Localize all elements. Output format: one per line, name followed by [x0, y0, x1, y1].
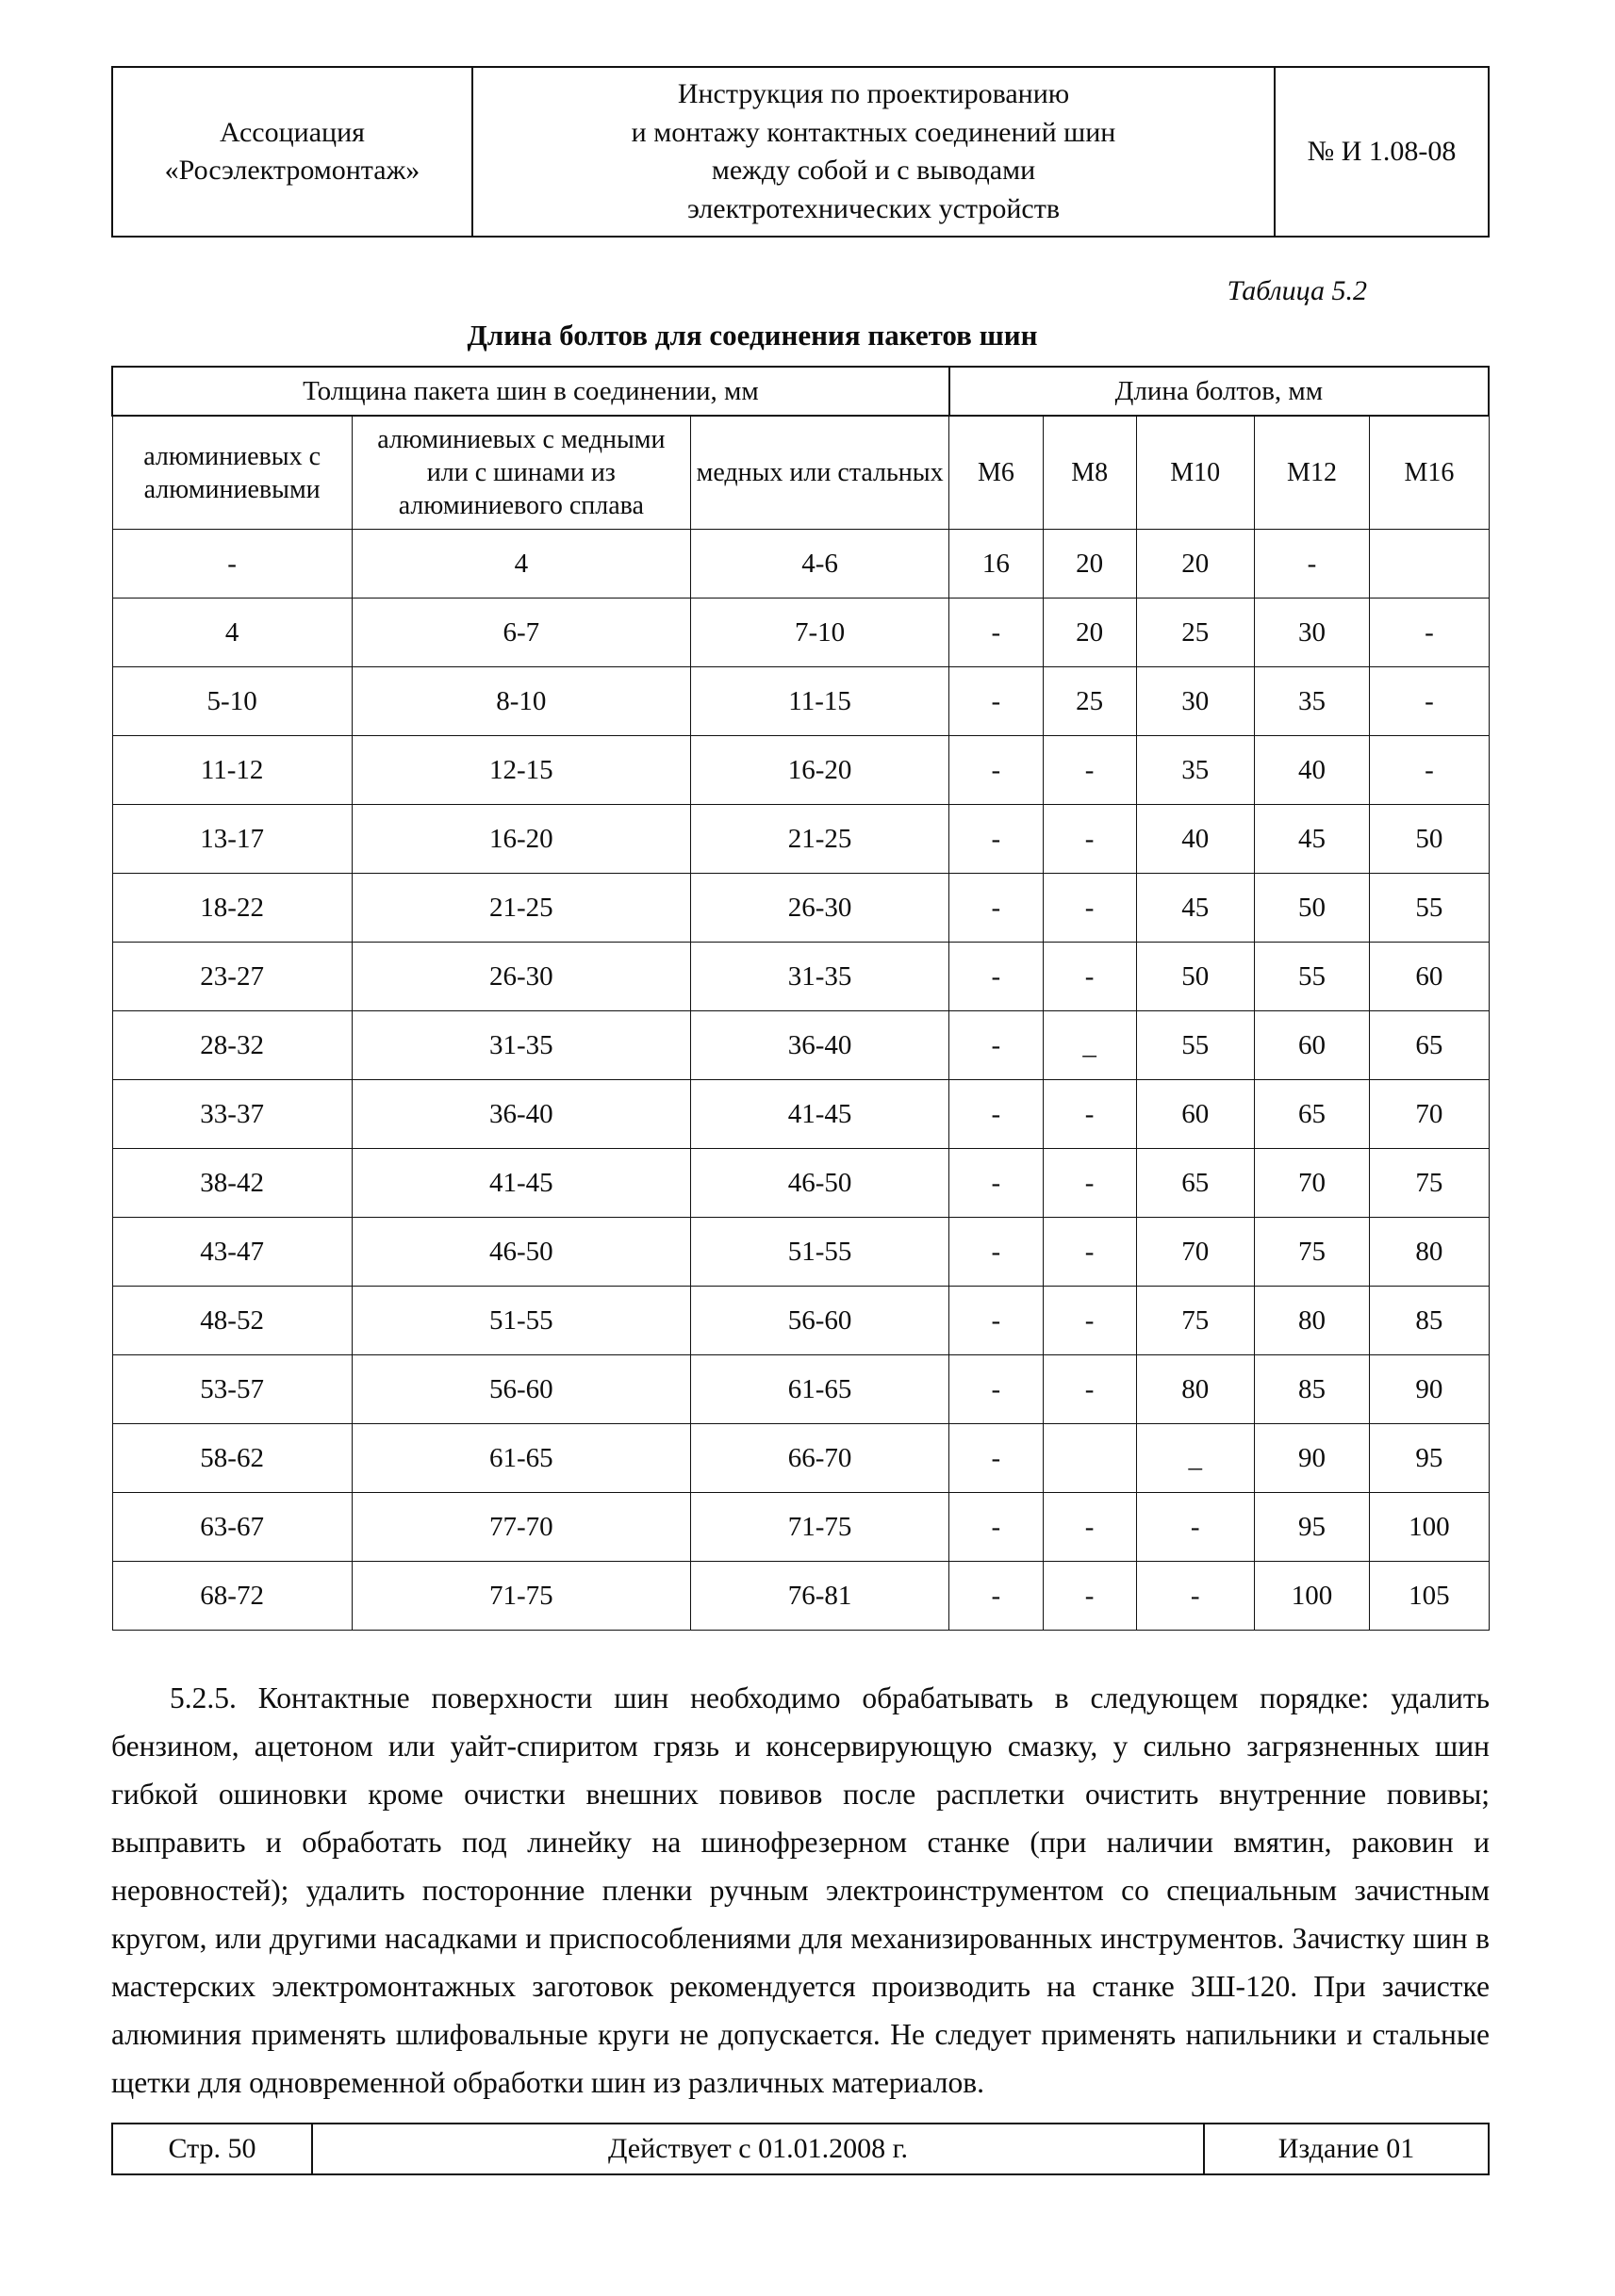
- cell-c2: 8-10: [352, 667, 690, 736]
- cell-c3: 66-70: [690, 1424, 948, 1493]
- cell-m16: 90: [1370, 1355, 1489, 1424]
- cell-m16: 70: [1370, 1080, 1489, 1149]
- cell-m12: 75: [1254, 1218, 1370, 1287]
- table-row: [112, 1080, 1489, 1149]
- cell-m12: 35: [1254, 667, 1370, 736]
- cell-m6: -: [949, 1562, 1043, 1631]
- footer-edition: Издание 01: [1277, 2133, 1415, 2164]
- cell-m10: 35: [1136, 736, 1254, 805]
- table-row: [112, 667, 1489, 736]
- cell-m8: -: [1043, 805, 1136, 874]
- cell-m12: 45: [1254, 805, 1370, 874]
- header-document-code: № И 1.08-08: [1307, 136, 1457, 167]
- title-line-2: и монтажу контактных соединений шин: [631, 116, 1116, 148]
- cell-c1: 38-42: [112, 1149, 352, 1218]
- cell-m10: _: [1136, 1424, 1254, 1493]
- cell-c2: 51-55: [352, 1287, 690, 1355]
- col-header-m8: М8: [1043, 416, 1136, 530]
- cell-m8: -: [1043, 1355, 1136, 1424]
- table-row: [112, 1562, 1489, 1631]
- cell-c3: 76-81: [690, 1562, 948, 1631]
- cell-m16: 50: [1370, 805, 1489, 874]
- group-header-length: Длина болтов, мм: [949, 367, 1489, 416]
- cell-c2: 77-70: [352, 1493, 690, 1562]
- cell-c1: 5-10: [112, 667, 352, 736]
- table-row: [112, 874, 1489, 943]
- table-sub-header-row: [112, 416, 1489, 530]
- cell-c1: 28-32: [112, 1011, 352, 1080]
- cell-m6: -: [949, 805, 1043, 874]
- cell-c2: 41-45: [352, 1149, 690, 1218]
- group-header-thickness: Толщина пакета шин в соединении, мм: [112, 367, 949, 416]
- cell-m16: 80: [1370, 1218, 1489, 1287]
- cell-m12: 50: [1254, 874, 1370, 943]
- cell-m16: 55: [1370, 874, 1489, 943]
- cell-m8: -: [1043, 1080, 1136, 1149]
- cell-m8: 25: [1043, 667, 1136, 736]
- cell-m16: 100: [1370, 1493, 1489, 1562]
- cell-m16: 75: [1370, 1149, 1489, 1218]
- cell-m6: -: [949, 1218, 1043, 1287]
- cell-m12: 60: [1254, 1011, 1370, 1080]
- table-row: [112, 1287, 1489, 1355]
- col-header-m10: М10: [1136, 416, 1254, 530]
- table-row: [112, 1011, 1489, 1080]
- cell-c2: 56-60: [352, 1355, 690, 1424]
- cell-c1: 33-37: [112, 1080, 352, 1149]
- cell-m12: -: [1254, 530, 1370, 599]
- cell-m8: -: [1043, 1149, 1136, 1218]
- table-row: [112, 530, 1489, 599]
- cell-m16: 105: [1370, 1562, 1489, 1631]
- footer-page-number: Стр. 50: [113, 2124, 313, 2173]
- organization-line-1: Ассоциация: [220, 117, 365, 149]
- cell-m16: -: [1370, 736, 1489, 805]
- cell-m8: -: [1043, 874, 1136, 943]
- cell-m10: -: [1136, 1562, 1254, 1631]
- title-line-1: Инструкция по проектированию: [677, 78, 1070, 109]
- cell-m10: 70: [1136, 1218, 1254, 1287]
- cell-m6: -: [949, 1493, 1043, 1562]
- cell-m10: 20: [1136, 530, 1254, 599]
- cell-c2: 26-30: [352, 943, 690, 1011]
- cell-c1: 11-12: [112, 736, 352, 805]
- cell-c1: 58-62: [112, 1424, 352, 1493]
- cell-c1: 48-52: [112, 1287, 352, 1355]
- cell-m10: 40: [1136, 805, 1254, 874]
- cell-m8: 20: [1043, 599, 1136, 667]
- cell-m8: -: [1043, 1493, 1136, 1562]
- table-number: Таблица 5.2: [1227, 275, 1367, 306]
- cell-m8: [1043, 1424, 1136, 1493]
- cell-m12: 55: [1254, 943, 1370, 1011]
- cell-m16: 60: [1370, 943, 1489, 1011]
- cell-m10: -: [1136, 1493, 1254, 1562]
- col-header-m12: М12: [1254, 416, 1370, 530]
- cell-m6: -: [949, 736, 1043, 805]
- cell-c3: 4-6: [690, 530, 948, 599]
- col-header-alu-alu: алюминиевых с алюминиевыми: [112, 416, 352, 530]
- document-header: [111, 66, 1490, 238]
- cell-c3: 51-55: [690, 1218, 948, 1287]
- cell-m8: -: [1043, 736, 1136, 805]
- footer-valid-from: Действует с 01.01.2008 г.: [313, 2124, 1205, 2173]
- cell-m12: 95: [1254, 1493, 1370, 1562]
- cell-c1: 23-27: [112, 943, 352, 1011]
- cell-m16: -: [1370, 667, 1489, 736]
- cell-m6: -: [949, 874, 1043, 943]
- col-header-m16: М16: [1370, 416, 1489, 530]
- cell-m12: 30: [1254, 599, 1370, 667]
- cell-c1: 4: [112, 599, 352, 667]
- table-row: [112, 1493, 1489, 1562]
- table-head: [112, 367, 1489, 530]
- title-line-4: электротехнических устройств: [686, 192, 1061, 224]
- cell-m6: -: [949, 1355, 1043, 1424]
- cell-c3: 7-10: [690, 599, 948, 667]
- cell-m6: -: [949, 667, 1043, 736]
- table-row: [112, 599, 1489, 667]
- cell-m8: -: [1043, 943, 1136, 1011]
- cell-m10: 60: [1136, 1080, 1254, 1149]
- cell-m12: 85: [1254, 1355, 1370, 1424]
- cell-c3: 46-50: [690, 1149, 948, 1218]
- cell-c2: 46-50: [352, 1218, 690, 1287]
- table-row: [112, 1355, 1489, 1424]
- cell-m8: -: [1043, 1218, 1136, 1287]
- col-header-copper-steel: медных или стальных: [690, 416, 948, 530]
- table-group-header-row: [112, 367, 1489, 416]
- cell-m6: -: [949, 599, 1043, 667]
- table-title: Длина болтов для соединения пакетов шин: [467, 319, 1038, 352]
- cell-c3: 36-40: [690, 1011, 948, 1080]
- cell-m10: 55: [1136, 1011, 1254, 1080]
- header-document-title: [473, 68, 1276, 236]
- bolt-length-table: [111, 366, 1490, 1631]
- cell-m6: -: [949, 1287, 1043, 1355]
- cell-m10: 80: [1136, 1355, 1254, 1424]
- cell-m6: -: [949, 1080, 1043, 1149]
- body-paragraph-5-2-5: 5.2.5. Контактные поверхности шин необходимо обрабатывать в следующем порядке: удалить бензином, ацетоном или уайт-спиритом грязь и консервирующую смазку, у сильно загрязненных шин гибкой ошиновки кроме очистки внешних повивов после расплетки очистить внутренние повивы; выправить и обработать под линейку на шинофрезерном станке (при наличии вмятин, раковин и неровностей); удалить посторонние пленки ручным электроинструментом со специальным зачистным кругом, или другими насадками и приспособлениями для механизированных инструментов. Зачистку шин в мастерских электромонтажных заготовок рекомендуется производить на станке ЗШ-120. При зачистке алюминия применять шлифовальные круги не допускается. Не следует применять напильники и стальные щетки для одновременной обработки шин из различных материалов.: [111, 1681, 1490, 2100]
- cell-m10: 25: [1136, 599, 1254, 667]
- cell-m10: 30: [1136, 667, 1254, 736]
- cell-c2: 36-40: [352, 1080, 690, 1149]
- cell-c3: 21-25: [690, 805, 948, 874]
- document-footer: [111, 2123, 1490, 2175]
- cell-c2: 12-15: [352, 736, 690, 805]
- cell-m10: 50: [1136, 943, 1254, 1011]
- cell-c3: 61-65: [690, 1355, 948, 1424]
- table-row: [112, 736, 1489, 805]
- table-row: [112, 1149, 1489, 1218]
- cell-m12: 80: [1254, 1287, 1370, 1355]
- cell-m6: -: [949, 1011, 1043, 1080]
- cell-m8: 20: [1043, 530, 1136, 599]
- table-body: [112, 530, 1489, 1631]
- table-row: [112, 805, 1489, 874]
- cell-m10: 45: [1136, 874, 1254, 943]
- cell-m16: 85: [1370, 1287, 1489, 1355]
- cell-c1: 18-22: [112, 874, 352, 943]
- cell-c3: 31-35: [690, 943, 948, 1011]
- cell-m12: 100: [1254, 1562, 1370, 1631]
- cell-m16: 95: [1370, 1424, 1489, 1493]
- cell-c2: 71-75: [352, 1562, 690, 1631]
- cell-c2: 4: [352, 530, 690, 599]
- cell-c1: 63-67: [112, 1493, 352, 1562]
- cell-c2: 61-65: [352, 1424, 690, 1493]
- cell-c2: 16-20: [352, 805, 690, 874]
- cell-m16: 65: [1370, 1011, 1489, 1080]
- cell-m6: -: [949, 943, 1043, 1011]
- organization-line-2: «Росэлектромонтаж»: [164, 155, 420, 186]
- cell-m6: -: [949, 1424, 1043, 1493]
- cell-m12: 90: [1254, 1424, 1370, 1493]
- cell-c3: 26-30: [690, 874, 948, 943]
- col-header-m6: М6: [949, 416, 1043, 530]
- cell-c1: 53-57: [112, 1355, 352, 1424]
- cell-c3: 41-45: [690, 1080, 948, 1149]
- cell-m16: [1370, 530, 1489, 599]
- cell-c2: 6-7: [352, 599, 690, 667]
- table-row: [112, 1424, 1489, 1493]
- cell-c3: 11-15: [690, 667, 948, 736]
- cell-c3: 56-60: [690, 1287, 948, 1355]
- cell-m6: -: [949, 1149, 1043, 1218]
- cell-c1: 13-17: [112, 805, 352, 874]
- cell-c2: 31-35: [352, 1011, 690, 1080]
- cell-m8: _: [1043, 1011, 1136, 1080]
- cell-c3: 16-20: [690, 736, 948, 805]
- cell-c1: 43-47: [112, 1218, 352, 1287]
- cell-m8: -: [1043, 1287, 1136, 1355]
- title-line-3: между собой и с выводами: [711, 155, 1036, 186]
- cell-m10: 65: [1136, 1149, 1254, 1218]
- cell-m12: 65: [1254, 1080, 1370, 1149]
- col-header-alu-copper: алюминиевых с медными или с шинами из алюминиевого сплава: [352, 416, 690, 530]
- table-row: [112, 943, 1489, 1011]
- cell-c2: 21-25: [352, 874, 690, 943]
- cell-m12: 40: [1254, 736, 1370, 805]
- cell-m6: 16: [949, 530, 1043, 599]
- table-row: [112, 1218, 1489, 1287]
- cell-m10: 75: [1136, 1287, 1254, 1355]
- cell-m8: -: [1043, 1562, 1136, 1631]
- cell-m12: 70: [1254, 1149, 1370, 1218]
- cell-m16: -: [1370, 599, 1489, 667]
- cell-c3: 71-75: [690, 1493, 948, 1562]
- cell-c1: 68-72: [112, 1562, 352, 1631]
- header-organization: [113, 68, 473, 236]
- document-page: [111, 66, 1507, 2137]
- cell-c1: -: [112, 530, 352, 599]
